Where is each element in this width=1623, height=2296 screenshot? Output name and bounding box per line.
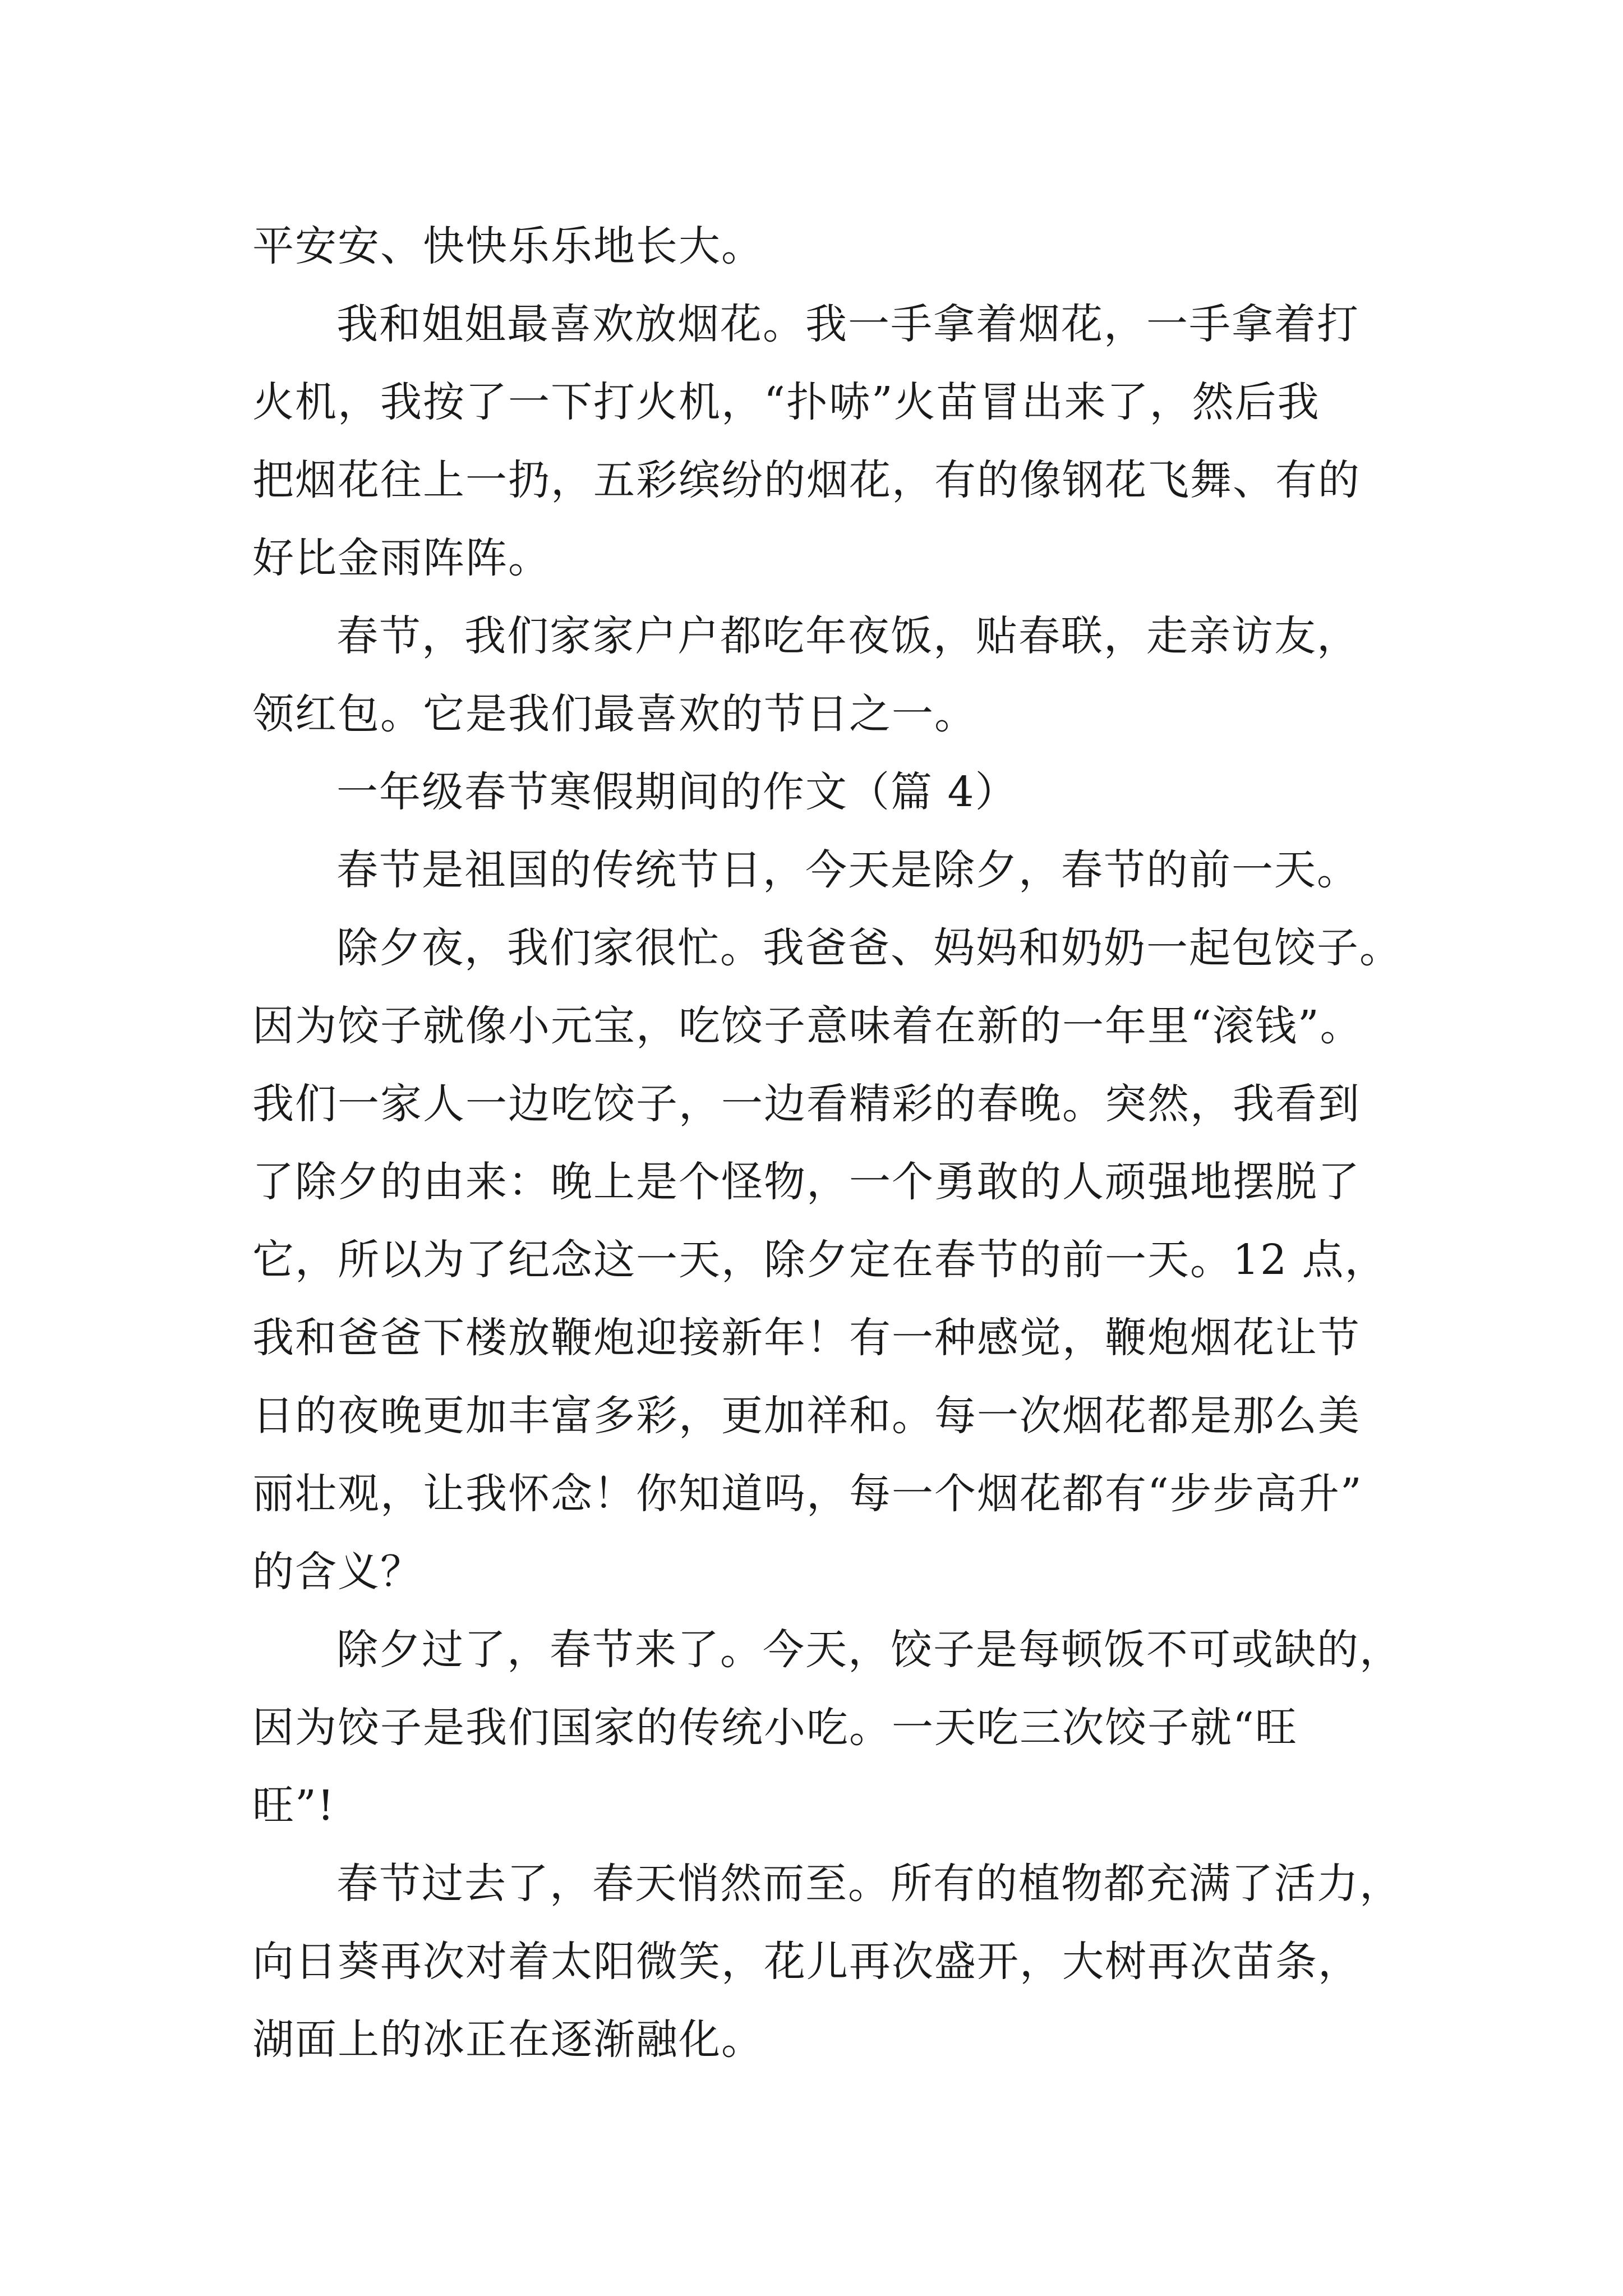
text-line: 了除夕的由来：晚上是个怪物，一个勇敢的人顽强地摆脱了	[252, 1158, 1361, 1206]
paragraph-start: 除夕夜，我们家很忙。我爸爸、妈妈和奶奶一起包饺子。	[336, 924, 1402, 972]
paragraph-start: 春节，我们家家户户都吃年夜饭，贴春联，走亲访友，	[336, 612, 1359, 660]
text-line: 因为饺子就像小元宝，吃饺子意味着在新的一年里“滚钱”。	[252, 1002, 1363, 1050]
text-line: 我们一家人一边吃饺子，一边看精彩的春晚。突然，我看到	[252, 1080, 1361, 1128]
text-line: 平安安、快快乐乐地长大。	[252, 222, 764, 270]
text-line: 向日葵再次对着太阳微笑，花儿再次盛开，大树再次苗条，	[252, 1938, 1361, 1986]
paragraph-start: 春节是祖国的传统节日，今天是除夕，春节的前一天。	[336, 846, 1359, 894]
paragraph-start: 我和姐姐最喜欢放烟花。我一手拿着烟花，一手拿着打	[336, 300, 1359, 348]
article-body	[252, 208, 1402, 2079]
text-line: 把烟花往上一扔，五彩缤纷的烟花，有的像钢花飞舞、有的	[252, 456, 1361, 504]
text-line: 它，所以为了纪念这一天，除夕定在春节的前一天。12 点，	[252, 1236, 1387, 1284]
text-line: 我和爸爸下楼放鞭炮迎接新年！有一种感觉，鞭炮烟花让节	[252, 1314, 1361, 1362]
text-line: 湖面上的冰正在逐渐融化。	[252, 2016, 764, 2064]
text-line: 领红包。它是我们最喜欢的节日之一。	[252, 690, 977, 738]
section-heading: 一年级春节寒假期间的作文（篇 4）	[336, 768, 1018, 816]
text-line: 丽壮观，让我怀念！你知道吗，每一个烟花都有“步步高升”	[252, 1470, 1363, 1518]
paragraph-start: 除夕过了，春节来了。今天，饺子是每顿饭不可或缺的，	[336, 1626, 1402, 1674]
text-line: 的含义？	[252, 1548, 423, 1596]
text-line: 因为饺子是我们国家的传统小吃。一天吃三次饺子就“旺	[252, 1704, 1298, 1752]
text-line: 日的夜晚更加丰富多彩，更加祥和。每一次烟花都是那么美	[252, 1392, 1361, 1440]
text-line: 火机，我按了一下打火机，“扑哧”火苗冒出来了，然后我	[252, 378, 1320, 426]
text-line: 好比金雨阵阵。	[252, 534, 551, 582]
text-line: 旺”!	[252, 1782, 335, 1830]
paragraph-start: 春节过去了，春天悄然而至。所有的植物都充满了活力，	[336, 1860, 1402, 1908]
